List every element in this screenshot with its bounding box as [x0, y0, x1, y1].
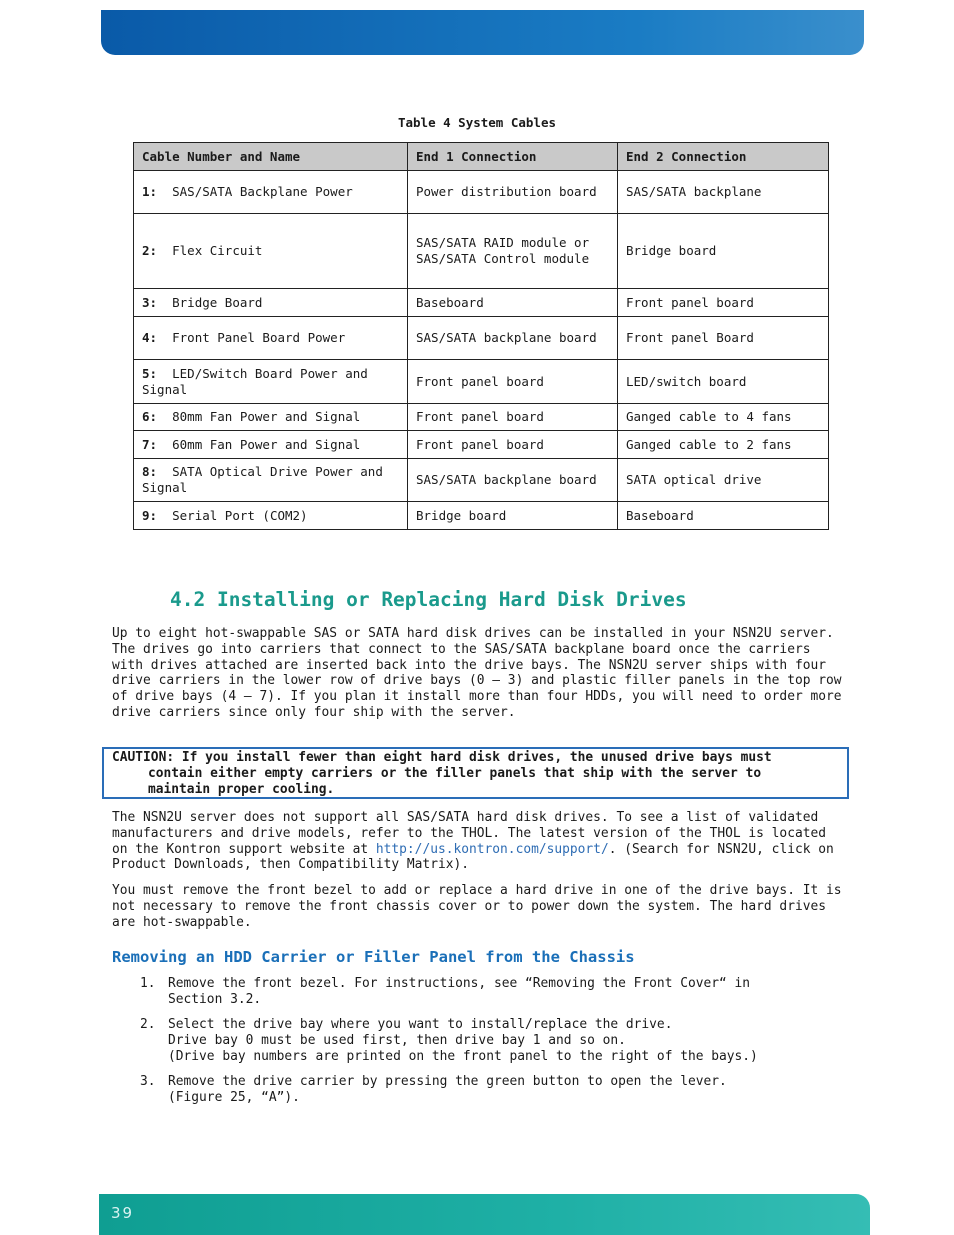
- cable-number: 3:: [142, 294, 158, 310]
- list-item: [140, 1074, 840, 1106]
- page-number: 39: [111, 1204, 135, 1222]
- end1-cell: Front panel board: [408, 404, 618, 431]
- bezel-paragraph: You must remove the front bezel to add or replace a hard drive in one of the drive bays. It is not necessary to remove the front chassis cover or to power down the system. The hard drives are hot-swappable.: [112, 883, 842, 930]
- cable-number: 5:: [142, 365, 158, 381]
- step-line: Remove the front bezel. For instructions, see “Removing the Front Cover“ in: [168, 976, 751, 991]
- step-line: (Figure 25, “A”).: [168, 1090, 300, 1105]
- end2-cell: Front panel board: [618, 289, 829, 317]
- cable-name-cell: [134, 431, 408, 459]
- cable-name-cell: [134, 404, 408, 431]
- cable-name: Flex Circuit: [172, 243, 263, 258]
- cable-number: 6:: [142, 409, 158, 424]
- table-row: [134, 171, 829, 214]
- caution-line: contain either empty carriers or the filler panels that ship with the server to: [148, 766, 762, 781]
- end1-cell: SAS/SATA RAID module or SAS/SATA Control module: [408, 214, 618, 289]
- table-row: [134, 502, 829, 530]
- table-row: [134, 360, 829, 404]
- cable-name: Serial Port (COM2): [172, 507, 308, 523]
- step-line: (Drive bay numbers are printed on the front panel to the right of the bays.): [168, 1049, 758, 1064]
- table-caption: Table 4 System Cables: [397, 115, 557, 130]
- table-row: [134, 404, 829, 431]
- end2-cell: Front panel Board: [618, 317, 829, 360]
- step-number: 3.: [140, 1074, 156, 1089]
- end1-cell: SAS/SATA backplane board: [408, 459, 618, 502]
- cable-name-cell: [134, 459, 408, 502]
- end1-cell: Power distribution board: [408, 171, 618, 214]
- cable-name: LED/Switch Board Power and Signal: [142, 365, 368, 397]
- caution-box: [102, 747, 849, 799]
- end2-cell: Ganged cable to 4 fans: [618, 404, 829, 431]
- table-row: [134, 431, 829, 459]
- end2-cell: Baseboard: [618, 502, 829, 530]
- step-line: Select the drive bay where you want to install/replace the drive.: [168, 1017, 673, 1032]
- cable-name-cell: [134, 360, 408, 404]
- cable-name: SAS/SATA Backplane Power: [172, 184, 353, 199]
- list-item: [140, 976, 840, 1008]
- end1-cell: Front panel board: [408, 431, 618, 459]
- end2-cell: Bridge board: [618, 214, 829, 289]
- end2-cell: SAS/SATA backplane: [618, 171, 829, 214]
- end1-cell: Bridge board: [408, 502, 618, 530]
- cable-name-cell: [134, 171, 408, 214]
- support-link[interactable]: http://us.kontron.com/support/: [375, 841, 609, 857]
- cable-name: SATA Optical Drive Power and Signal: [142, 464, 383, 495]
- support-text: The NSN2U server does not support all SAS/SATA hard disk drives. To see a list of validated manufacturers and drive models, refer to the THOL. The latest version of the THOL is located on the Kontron support website at: [112, 810, 826, 857]
- footer-band: [99, 1194, 870, 1235]
- step-number: 1.: [140, 976, 156, 991]
- column-header: End 1 Connection: [408, 143, 618, 171]
- step-line: Remove the drive carrier by pressing the green button to open the lever.: [168, 1074, 727, 1089]
- caution-line: maintain proper cooling.: [148, 782, 335, 797]
- end1-cell: Front panel board: [408, 360, 618, 404]
- end1-cell: SAS/SATA backplane board: [408, 317, 618, 360]
- table-header-row: [134, 143, 829, 171]
- subsection-heading: Removing an HDD Carrier or Filler Panel from the Chassis: [112, 948, 635, 966]
- column-header: Cable Number and Name: [134, 143, 408, 171]
- end1-cell: Baseboard: [408, 289, 618, 317]
- cable-number: 7:: [142, 436, 158, 452]
- step-line: Drive bay 0 must be used first, then drive bay 1 and so on.: [168, 1033, 626, 1048]
- cable-number: 4:: [142, 330, 158, 345]
- end2-cell: SATA optical drive: [618, 459, 829, 502]
- cable-number: 9:: [142, 507, 158, 523]
- cable-number: 2:: [142, 243, 158, 258]
- cable-name: 60mm Fan Power and Signal: [172, 436, 361, 452]
- table-row: [134, 317, 829, 360]
- table-row: [134, 289, 829, 317]
- caution-text: [112, 750, 842, 798]
- support-text-end: . (Search for NSN2U, click on Product Downloads, then Compatibility Matrix).: [112, 841, 834, 873]
- section-heading: 4.2 Installing or Replacing Hard Disk Drives: [170, 588, 687, 611]
- step-number: 2.: [140, 1017, 156, 1032]
- system-cables-table: [133, 142, 829, 530]
- cable-number: 1:: [142, 184, 158, 199]
- cable-name-cell: [134, 502, 408, 530]
- steps-list: [140, 976, 840, 1115]
- list-item: [140, 1017, 840, 1065]
- end2-cell: Ganged cable to 2 fans: [618, 431, 829, 459]
- header-band: [101, 10, 864, 55]
- cable-name-cell: [134, 289, 408, 317]
- table-row: [134, 459, 829, 502]
- intro-paragraph: Up to eight hot-swappable SAS or SATA hard disk drives can be installed in your NSN2U server. The drives go into carriers that connect to the SAS/SATA backplane board once the carriers with drives attached are inserted back into the drive bays. The NSN2U server ships with four drive carriers in the lower row of drive bays (0 – 3) and plastic filler panels in the top row of drive bays (4 – 7). If you plan it install more than four HDDs, you will need to order more drive carriers since only four ship with the server.: [112, 626, 842, 720]
- cable-name-cell: [134, 317, 408, 360]
- cable-name: Front Panel Board Power: [172, 330, 346, 345]
- step-line: Section 3.2.: [168, 992, 262, 1007]
- end2-cell: LED/switch board: [618, 360, 829, 404]
- column-header: End 2 Connection: [618, 143, 829, 171]
- caution-line: CAUTION: If you install fewer than eight hard disk drives, the unused drive bays must: [112, 750, 772, 765]
- table-row: [134, 214, 829, 289]
- cable-name-cell: [134, 214, 408, 289]
- cable-name: 80mm Fan Power and Signal: [172, 409, 361, 424]
- cable-name: Bridge Board: [172, 294, 263, 310]
- cable-number: 8:: [142, 464, 158, 479]
- support-paragraph: [112, 810, 842, 873]
